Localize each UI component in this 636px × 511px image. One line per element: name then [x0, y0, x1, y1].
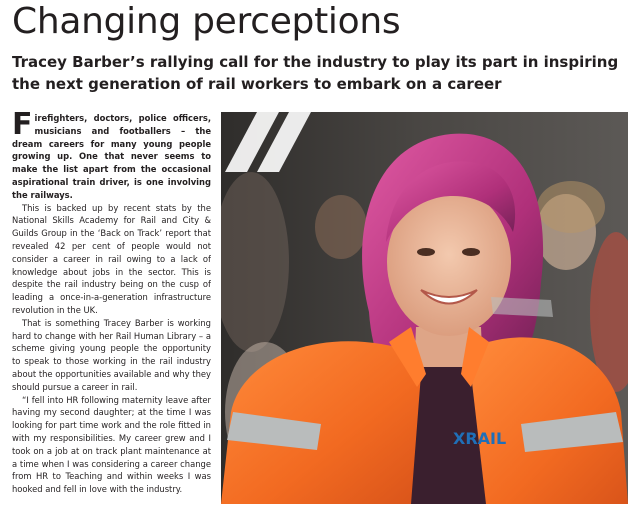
article-paragraph: That is something Tracey Barber is working hard to change with her Rail Human Library – a scheme giving young people the opportunity to speak to those working in the rail industry about the opportunities available and why they should pursue a career in rail.: [12, 317, 211, 392]
reflective-tape-shoulder: [491, 297, 553, 317]
blurred-person-right-hair: [537, 181, 605, 233]
portrait-illustration: [221, 112, 628, 504]
blurred-person-middle: [315, 195, 367, 259]
article-headline: Changing perceptions: [12, 1, 401, 42]
article-standfirst: Tracey Barber’s rallying call for the industry to play its part in inspiring the next generation of rail workers to embark on a career: [12, 53, 619, 93]
article-paragraph: This is backed up by recent stats by the National Skills Academy for Rail and City & Guilds Group in the ‘Back on Track’ report that revealed 42 per cent of people would not consider a career in rail owing to a lack of knowledge about jobs in the sector. This is despite the rail industry being on the cusp of leading a once-in-a-generation infrastructure revolution in the UK.: [12, 202, 211, 315]
drop-cap: F: [12, 112, 33, 142]
portrait-photo: [221, 112, 628, 504]
article-paragraph: “I fell into HR following maternity leave after having my second daughter; at the time I was looking for part time work and the role fitted in with my responsibilities. My career grew and I took on a job at on track plant maintenance at a time when I was considering a career change from HR to Teaching and within weeks I was hooked and fell in love with the industry.: [12, 394, 211, 495]
article-lead-paragraph: [12, 112, 211, 202]
jacket-logo: XRAIL: [453, 429, 507, 448]
article-body: [12, 112, 211, 511]
eye-right: [462, 248, 480, 256]
eye-left: [417, 248, 435, 256]
lead-text: irefighters, doctors, police officers, musicians and footballers – the dream careers for many young people growing up. One that never seems to make the list apart from the occasional aspirational train driver, is one involving the railways.: [12, 113, 211, 200]
